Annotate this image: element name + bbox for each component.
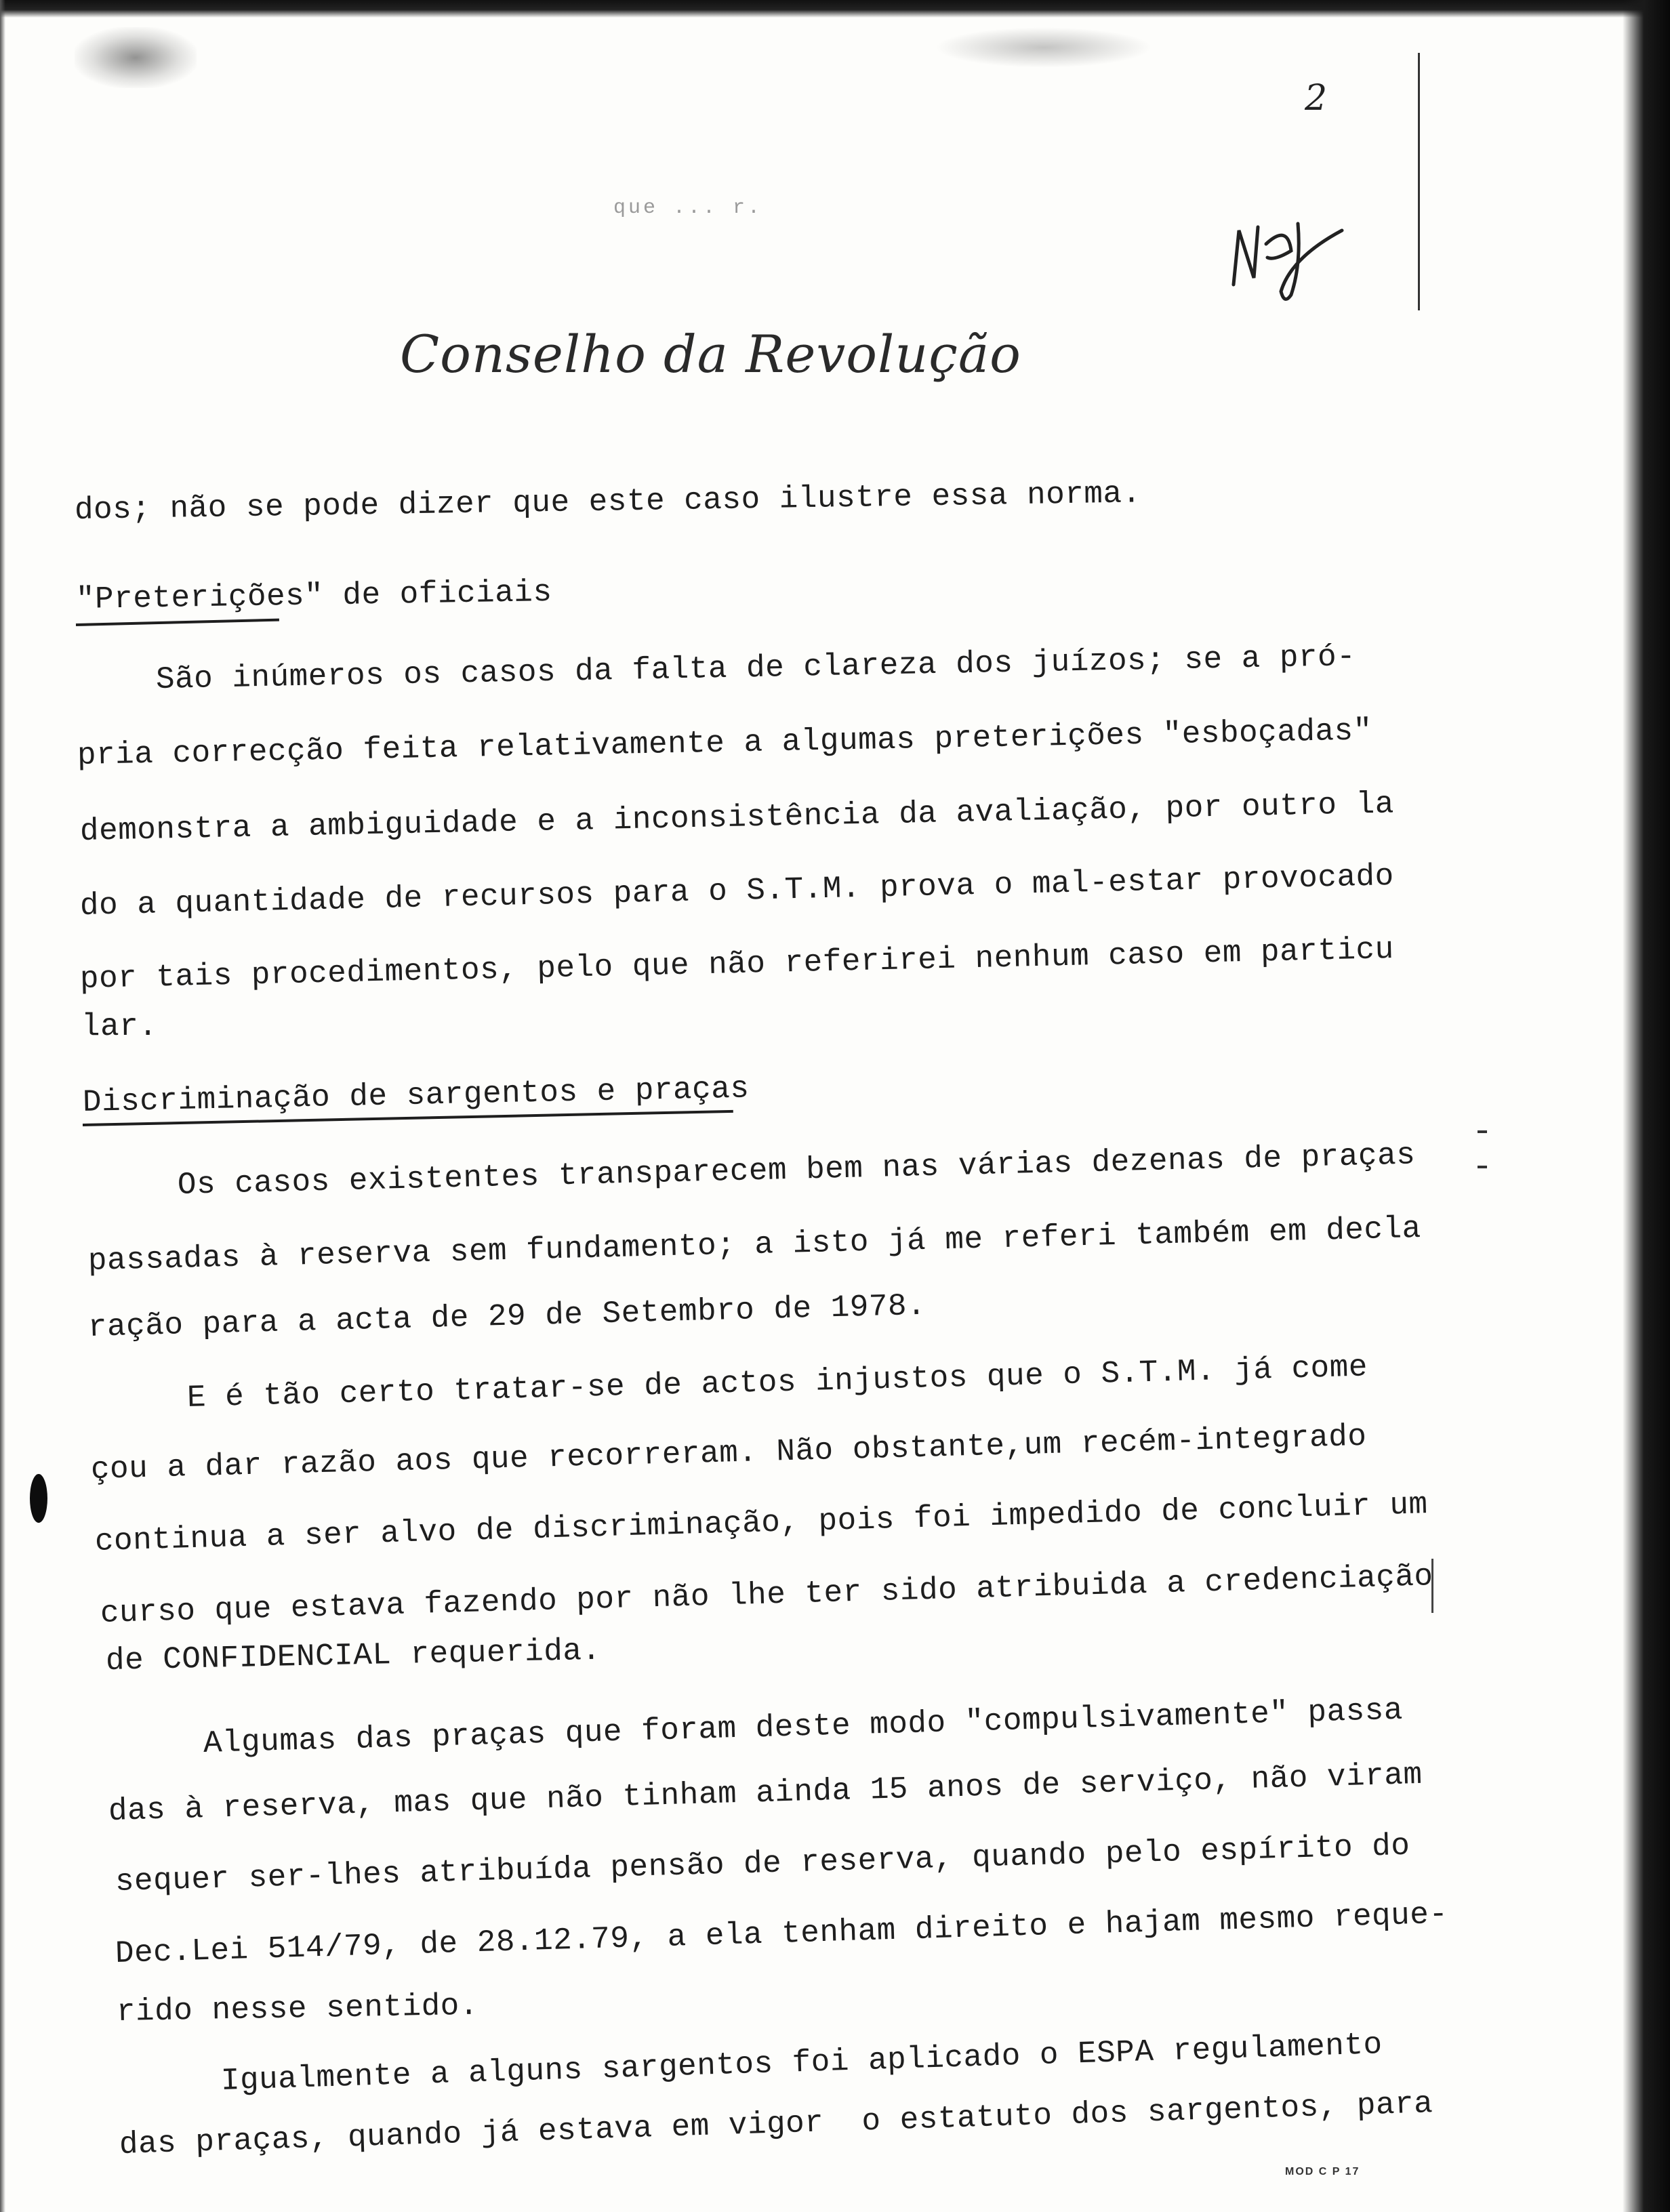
body-line: demonstra a ambiguidade e a inconsistência da avaliação, por outro la	[79, 786, 1395, 849]
handwritten-initials	[1227, 203, 1349, 305]
body-line: do a quantidade de recursos para o S.T.M. prova o mal-estar provocado	[79, 859, 1395, 924]
body-line: Dec.Lei 514/79, de 28.12.79, a ela tenham direito e hajam mesmo reque-	[115, 1896, 1449, 1971]
body-line: Os casos existentes transparecem bem nas várias dezenas de praças	[177, 1137, 1416, 1203]
margin-tick	[1478, 1130, 1487, 1133]
punch-hole	[30, 1474, 47, 1523]
body-line: sequer ser-lhes atribuída pensão de reserva, quando pelo espírito do	[115, 1828, 1411, 1900]
body-line: continua a ser alvo de discriminação, pois foi impedido de concluir um	[94, 1487, 1429, 1559]
section-heading: Discriminação de sargentos e praças	[82, 1071, 750, 1120]
scan-edge-top	[0, 0, 1670, 18]
scan-edge-right	[1623, 0, 1670, 2212]
body-line: passadas à reserva sem fundamento; a isto já me referi também em decla	[87, 1210, 1422, 1279]
body-line: lar.	[81, 1009, 158, 1044]
body-line: das à reserva, mas que não tinham ainda 15 anos de serviço, não viram	[108, 1757, 1423, 1829]
letterhead: Conselho da Revolução	[400, 324, 1021, 384]
page-number: 2	[1305, 78, 1328, 119]
body-line: de CONFIDENCIAL requerida.	[105, 1633, 602, 1679]
section-heading: "Preterições" de oficiais	[75, 574, 552, 617]
body-line: çou a dar razão aos que recorreram. Não obstante,um recém-integrado	[90, 1418, 1368, 1488]
scan-edge-left	[0, 0, 5, 2212]
heading-underline	[76, 619, 279, 626]
scan-smudge	[935, 27, 1152, 68]
body-line: das praças, quando já estava em vigor o estatuto dos sargentos, para	[119, 2086, 1434, 2163]
body-line: Igualmente a alguns sargentos foi aplicado o ESPA regulamento	[220, 2027, 1383, 2099]
margin-rule	[1418, 53, 1420, 310]
scan-smudge	[75, 27, 197, 88]
body-line: dos; não se pode dizer que este caso ilustre essa norma.	[74, 476, 1142, 528]
body-line: Algumas das praças que foram deste modo "compulsivamente" passa	[203, 1692, 1404, 1761]
body-line: por tais procedimentos, pelo que não referirei nenhum caso em particu	[79, 932, 1395, 997]
body-line: ração para a acta de 29 de Setembro de 1978.	[87, 1288, 926, 1345]
body-line: São inúmeros os casos da falta de clareza dos juízos; se a pró-	[155, 639, 1356, 697]
body-line: pria correcção feita relativamente a algumas preterições "esboçadas"	[77, 713, 1373, 773]
margin-tick	[1478, 1166, 1487, 1168]
body-line: E é tão certo tratar-se de actos injustos que o S.T.M. já come	[186, 1349, 1368, 1416]
faint-note: que ... r.	[613, 197, 763, 220]
body-line: curso que estava fazendo por não lhe ter sido atribuida a credenciação	[100, 1559, 1434, 1631]
body-line: rido nesse sentido.	[116, 1988, 479, 2030]
form-code: MOD C P 17	[1285, 2166, 1360, 2177]
